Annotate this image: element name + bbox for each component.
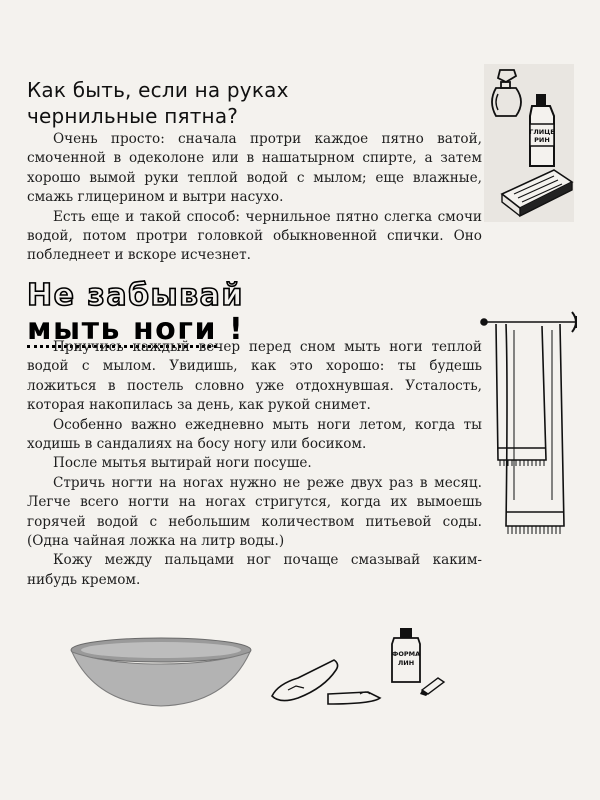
paragraph: Очень просто: сначала протри каждое пятно ватой, смоченной в одеколоне или в нашатырном спирте, а затем хорошо вымой руки теплой водой с мылом; еще влажные, смажь глицерином и вытри насухо. bbox=[27, 131, 482, 206]
slipper-icon bbox=[268, 654, 388, 710]
cream-tube-icon bbox=[418, 672, 448, 696]
svg-text:ФОРМА: ФОРМА bbox=[391, 650, 421, 658]
title-line-1: Как быть, если на руках bbox=[27, 78, 289, 103]
svg-text:ЛИН: ЛИН bbox=[397, 659, 415, 667]
title-line-1: Не забывай bbox=[27, 277, 244, 313]
towel-on-rail-icon bbox=[480, 300, 590, 540]
paragraph: Особенно важно ежедневно мыть ноги летом, когда ты ходишь в сандалиях на босу ногу или босиком. bbox=[27, 416, 482, 453]
paragraph: Стричь ногти на ногах нужно не реже двух раз в месяц. Легче всего ногти на ногах стригутся, когда их вымоешь горячей водой с небольшим количеством питьевой соды. (Одна чайная ложка на литр воды.) bbox=[27, 474, 482, 550]
section-ink-stains-body bbox=[27, 130, 482, 266]
paragraph: После мытья вытирай ноги посуше. bbox=[53, 455, 312, 472]
svg-text:ГЛИЦЕ: ГЛИЦЕ bbox=[529, 128, 555, 136]
title-exclamation: ! bbox=[228, 311, 245, 347]
section-ink-stains-title bbox=[27, 77, 447, 129]
section-wash-feet-body bbox=[27, 338, 482, 590]
paragraph: Приучись каждый вечер перед сном мыть ноги теплой водой с мылом. Увидишь, как это хорошо: ты будешь ложиться в постель словно уже отдохнувшая. Усталость, которая накопилась за день, как рукой снимет. bbox=[27, 339, 482, 414]
svg-text:РИН: РИН bbox=[534, 136, 550, 144]
wash-basin-icon bbox=[66, 634, 256, 714]
paragraph: Есть еще и такой способ: чернильное пятно слегка смочи водой, потом протри головкой обыкновенной спички. Оно побледнеет и вскоре исчезнет. bbox=[27, 208, 482, 264]
title-line-2: чернильные пятна? bbox=[27, 104, 239, 129]
ink-stain-supplies-illustration bbox=[484, 64, 574, 222]
title-line-2: мыть ноги bbox=[27, 311, 217, 347]
paragraph: Кожу между пальцами ног почаще смазывай каким-нибудь кремом. bbox=[27, 552, 482, 588]
